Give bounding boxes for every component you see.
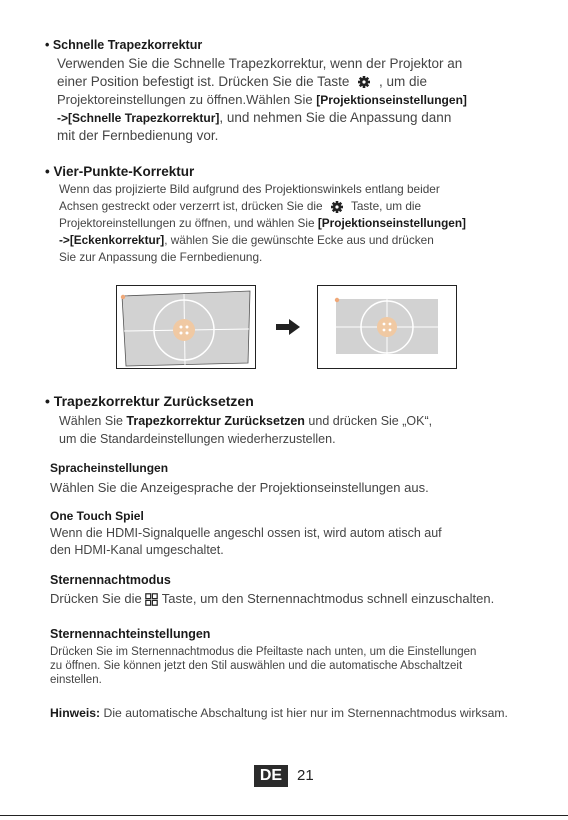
text-span: Drücken Sie die (50, 591, 142, 606)
text-line (57, 73, 537, 91)
four-point-text (59, 181, 529, 266)
text-line (59, 412, 432, 430)
arrow-right-icon (275, 318, 301, 336)
starry-night-settings-text (50, 645, 476, 687)
heading-language-settings: Spracheinstellungen (50, 461, 169, 475)
keystone-before-diagram (116, 285, 256, 369)
text-line: zu öffnen. Sie können jetzt den Stil auswählen und die automatische Abschaltzeit (50, 660, 463, 672)
text-line: einstellen. (50, 674, 102, 686)
heading-starry-night-mode: Sternennachtmodus (50, 573, 171, 587)
menu-path: [Projektionseinstellungen] (316, 93, 467, 107)
text-line: Wenn das projizierte Bild aufgrund des Projektionswinkels entlang beider (59, 182, 440, 196)
text-line (59, 198, 529, 215)
language-badge: DE (254, 765, 288, 787)
text-line: Wenn die HDMI-Signalquelle angeschl ossen ist, wird autom atisch auf (50, 526, 442, 540)
text-span: Taste, um die (350, 199, 422, 213)
starry-night-mode-text (50, 591, 494, 606)
gear-icon (326, 200, 348, 214)
text-line (59, 232, 529, 249)
distorted-image-graphic (117, 286, 255, 368)
text-span-bold: Trapezkorrektur Zurücksetzen (126, 414, 305, 428)
menu-path: [Projektionseinstellungen] (317, 216, 466, 230)
bottom-rule (0, 815, 568, 816)
text-span: Projektoreinstellungen zu öffnen.Wählen Sie (57, 92, 317, 107)
note-text: Die automatische Abschaltung ist hier nur im Sternennachtmodus wirksam. (103, 706, 508, 720)
keystone-reset-text (59, 412, 432, 448)
gear-icon (353, 75, 375, 89)
note-label: Hinweis: (50, 706, 101, 720)
text-line: um die Standardeinstellungen wiederherzustellen. (59, 432, 336, 446)
text-line: den HDMI-Kanal umgeschaltet. (50, 543, 224, 557)
text-span: , und nehmen Sie die Anpassung dann (219, 110, 452, 125)
text-span: und drücken Sie „OK“, (304, 414, 433, 428)
heading-keystone-reset: • Trapezkorrektur Zurücksetzen (45, 393, 254, 409)
text-line: mit der Fernbedienung vor. (57, 128, 219, 143)
heading-four-point: • Vier-Punkte-Korrektur (45, 164, 195, 179)
keystone-after-diagram (317, 285, 457, 369)
text-span: Projektoreinstellungen zu öffnen, und wählen Sie (59, 216, 318, 230)
text-span: , um die (378, 74, 427, 89)
text-line (57, 91, 537, 109)
text-span: Achsen gestreckt oder verzerrt ist, drücken Sie die (59, 199, 323, 213)
heading-one-touch-play: One Touch Spiel (50, 509, 144, 523)
menu-path: ->[Eckenkorrektur] (59, 233, 165, 247)
text-line: Sie zur Anpassung die Fernbedienung. (59, 250, 263, 264)
text-line: Drücken Sie im Sternennachtmodus die Pfeiltaste nach unten, um die Einstellungen (50, 646, 477, 658)
menu-path: ->[Schnelle Trapezkorrektur] (57, 111, 220, 125)
text-line (57, 109, 537, 127)
one-touch-play-text (50, 525, 442, 559)
note-line (50, 706, 508, 720)
text-span: Wählen Sie (59, 414, 127, 428)
text-span: , wählen Sie die gewünschte Ecke aus und drücken (164, 233, 434, 247)
language-settings-text: Wählen Sie die Anzeigesprache der Projektionseinstellungen aus. (50, 480, 429, 495)
text-span: einer Position befestigt ist. Drücken Sie die Taste (57, 74, 350, 89)
corrected-image-graphic (318, 286, 456, 368)
text-line (59, 215, 529, 232)
quick-keystone-text (57, 55, 537, 145)
text-span: Taste, um den Sternennachtmodus schnell einzuschalten. (161, 591, 495, 606)
page-number: 21 (297, 767, 314, 784)
heading-quick-keystone: • Schnelle Trapezkorrektur (45, 38, 203, 52)
grid-icon (145, 593, 158, 606)
heading-starry-night-settings: Sternennachteinstellungen (50, 627, 211, 641)
text-line: Verwenden Sie die Schnelle Trapezkorrektur, wenn der Projektor an (57, 56, 463, 71)
